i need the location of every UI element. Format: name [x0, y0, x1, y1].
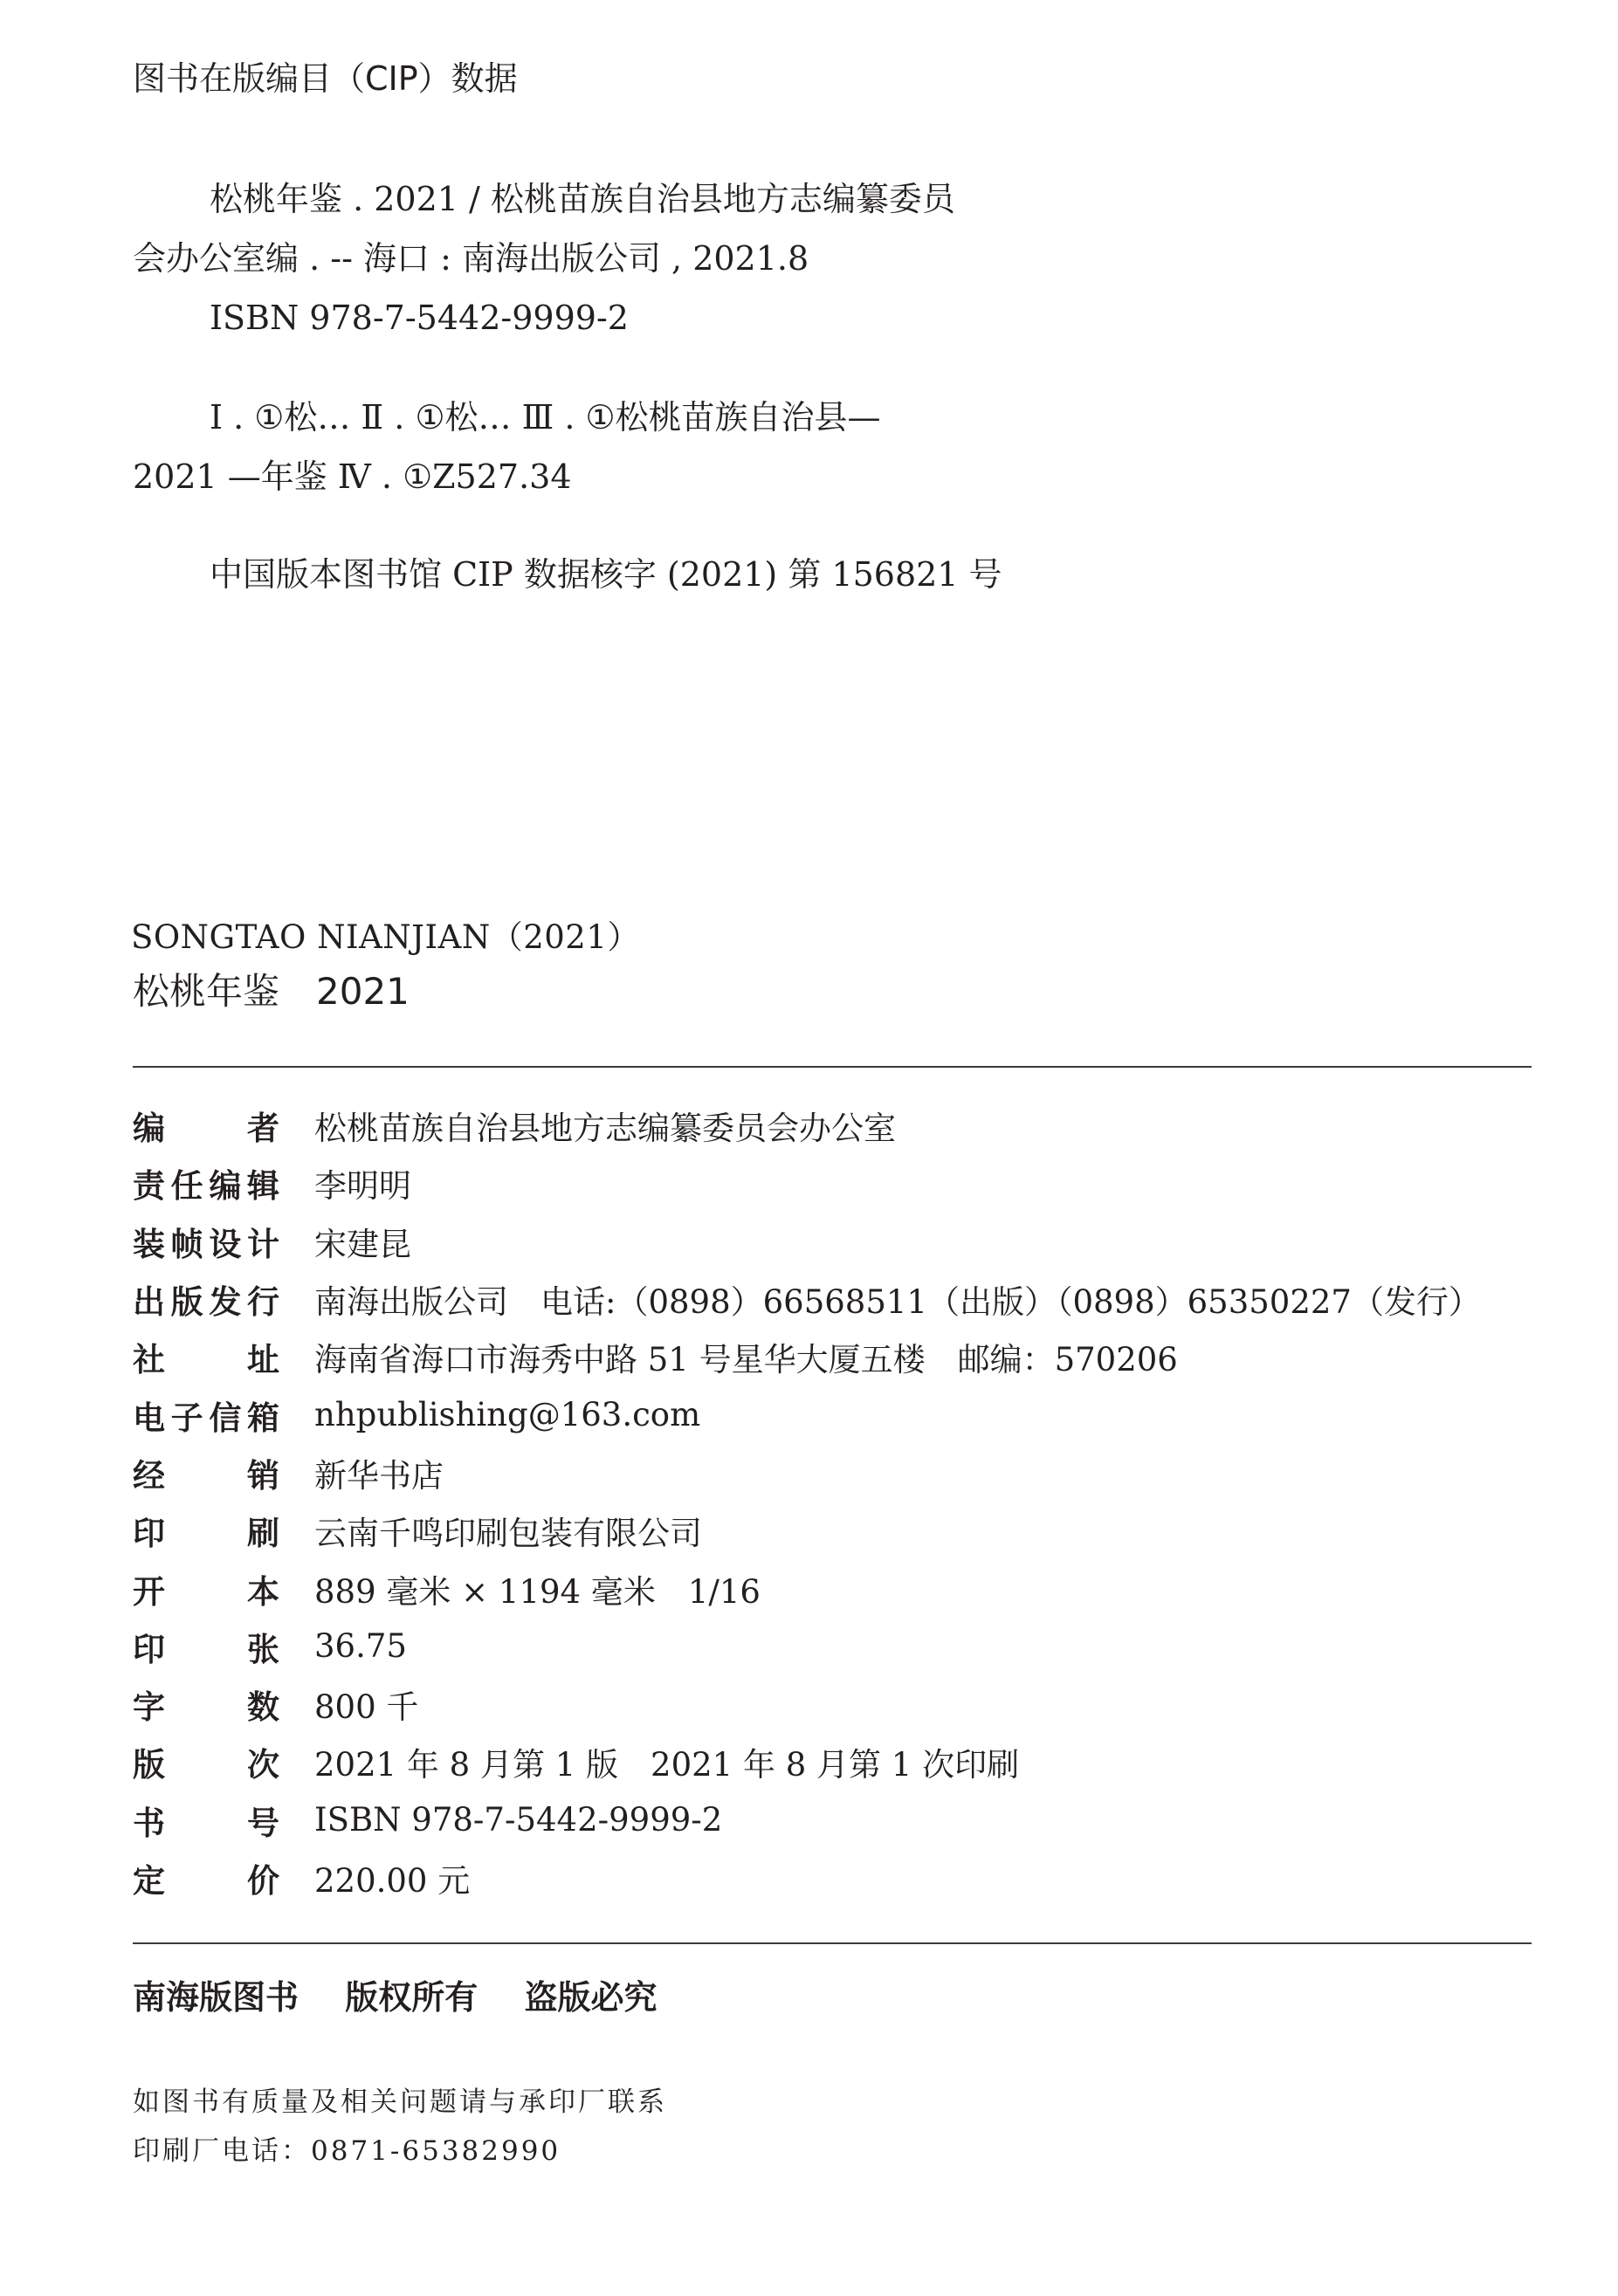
- info-label: 经销: [133, 1456, 279, 1495]
- cip-line-classification: Ⅰ . ①松… Ⅱ . ①松… Ⅲ . ①松桃苗族自治县—: [210, 398, 881, 437]
- info-label: 定价: [133, 1862, 279, 1900]
- info-value: 889 毫米 × 1194 毫米 1/16: [314, 1572, 761, 1611]
- info-value: nhpublishing@163.com: [314, 1396, 701, 1434]
- info-value: 南海出版公司 电话:（0898）66568511（出版）（0898）65350227（发行）: [314, 1283, 1481, 1322]
- info-label: 责任编辑: [133, 1167, 279, 1206]
- cip-header: 图书在版编目（CIP）数据: [133, 59, 518, 98]
- info-row-isbn: [133, 1791, 1532, 1849]
- cip-line-classification-cont: 2021 —年鉴 Ⅳ . ①Z527.34: [133, 457, 572, 496]
- info-row-responsible-editor: [133, 1154, 1532, 1212]
- rights-reserved: 版权所有: [345, 1978, 479, 2017]
- publication-info: [133, 1096, 1532, 1907]
- info-label: 编者: [133, 1110, 279, 1148]
- info-label: 出版发行: [133, 1283, 279, 1322]
- rights-piracy-warning: 盗版必究: [524, 1978, 658, 2017]
- divider-bottom: [133, 1942, 1532, 1944]
- cip-line-publisher: 会办公室编 . -- 海口 : 南海出版公司 , 2021.8: [133, 239, 809, 278]
- info-label: 书号: [133, 1804, 279, 1842]
- info-value: ISBN 978-7-5442-9999-2: [314, 1801, 723, 1839]
- info-row-distributor: [133, 1444, 1532, 1502]
- info-label: 开本: [133, 1572, 279, 1611]
- info-row-publisher: [133, 1270, 1532, 1328]
- info-value: 云南千鸣印刷包装有限公司: [314, 1515, 702, 1553]
- info-label: 装帧设计: [133, 1225, 279, 1263]
- info-value: 松桃苗族自治县地方志编纂委员会办公室: [314, 1110, 896, 1148]
- info-label: 版次: [133, 1746, 279, 1784]
- info-label: 印张: [133, 1630, 279, 1668]
- cip-line-record-number: 中国版本图书馆 CIP 数据核字 (2021) 第 156821 号: [210, 555, 1002, 594]
- info-row-address: [133, 1328, 1532, 1385]
- info-row-editor: [133, 1096, 1532, 1154]
- notice-line-quality: 如图书有质量及相关问题请与承印厂联系: [133, 2086, 667, 2118]
- info-label: 印刷: [133, 1515, 279, 1553]
- cip-block: [133, 169, 1530, 604]
- info-row-format: [133, 1559, 1532, 1617]
- info-value: 新华书店: [314, 1456, 444, 1495]
- quality-notice: [133, 2078, 667, 2176]
- info-row-email: [133, 1385, 1532, 1443]
- info-row-word-count: [133, 1675, 1532, 1733]
- info-value: 宋建昆: [314, 1225, 411, 1263]
- rights-statement: [133, 1973, 692, 2022]
- info-row-printer: [133, 1502, 1532, 1559]
- cip-line-title: 松桃年鉴 . 2021 / 松桃苗族自治县地方志编纂委员: [210, 180, 955, 218]
- info-label: 社址: [133, 1341, 279, 1379]
- cip-line-isbn: ISBN 978-7-5442-9999-2: [210, 299, 629, 337]
- title-english: SONGTAO NIANJIAN（2021）: [131, 918, 640, 956]
- title-chinese: 松桃年鉴 2021: [133, 970, 410, 1013]
- notice-line-phone: 印刷厂电话：0871-65382990: [133, 2135, 561, 2167]
- info-row-edition: [133, 1733, 1532, 1791]
- info-row-design: [133, 1213, 1532, 1270]
- info-value: 36.75: [314, 1627, 407, 1666]
- info-row-sheets: [133, 1618, 1532, 1675]
- info-value: 800 千: [314, 1688, 419, 1727]
- info-value: 2021 年 8 月第 1 版 2021 年 8 月第 1 次印刷: [314, 1746, 1020, 1784]
- info-value: 海南省海口市海秀中路 51 号星华大厦五楼 邮编：570206: [314, 1341, 1178, 1379]
- info-value: 220.00 元: [314, 1862, 471, 1900]
- info-label: 电子信箱: [133, 1399, 279, 1437]
- divider-top: [133, 1066, 1532, 1068]
- info-row-price: [133, 1849, 1532, 1907]
- info-label: 字数: [133, 1688, 279, 1727]
- rights-brand: 南海版图书: [133, 1978, 300, 2017]
- info-value: 李明明: [314, 1167, 411, 1206]
